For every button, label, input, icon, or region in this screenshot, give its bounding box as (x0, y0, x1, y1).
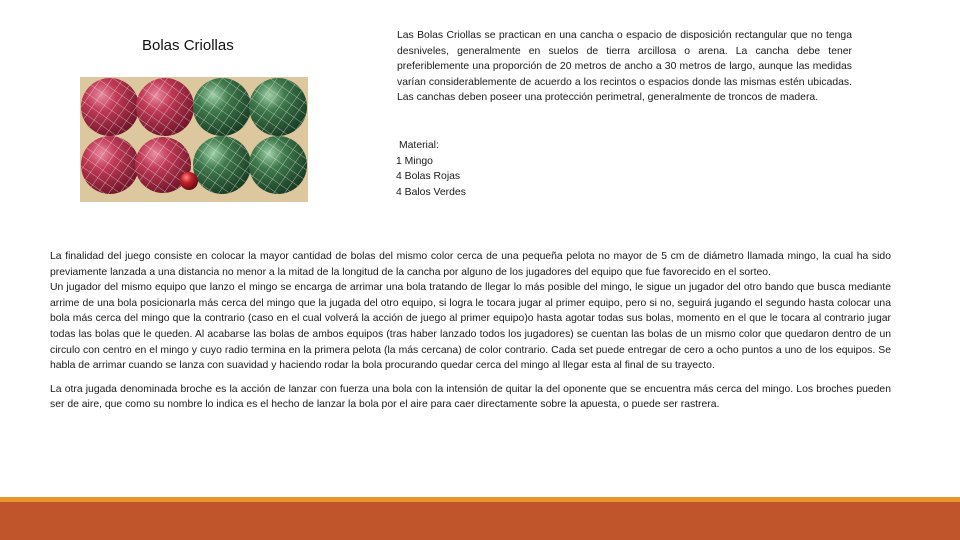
material-item: 4 Bolas Rojas (396, 171, 461, 183)
material-list (396, 138, 466, 200)
green-ball (193, 78, 251, 136)
bolas-criollas-photo (80, 77, 308, 202)
page-title: Bolas Criollas (142, 37, 234, 54)
bocce-balls-image (80, 77, 308, 202)
intro-paragraph: Las Bolas Criollas se practican en una cancha o espacio de disposición rectangular que no tenga desniveles, generalmente en suelos de tierra arcillosa o arena. La cancha debe tener preferiblemente una proporción de 20 metros de ancho a 30 metros de largo, aunque las medidas varían considerablemente de acuerdo a los recintos o espacios donde las mismas estén ubicadas. Las canchas deben poseer una protección perimetral, generalmente de troncos de madera. (397, 30, 852, 104)
paragraph-broche: La otra jugada denominada broche es la acción de lanzar con fuerza una bola con la intensión de quitar la del oponente que se encuentra más cerca del mingo. Los broches pueden ser de aire, que como su nombre lo indica es el hecho de lanzar la bola por el aire para caer directamente sobre la apuesta, o puede ser rastrera. (50, 383, 891, 411)
material-item: 1 Mingo (396, 155, 433, 167)
body-text (50, 249, 891, 413)
mingo-ball (180, 172, 198, 190)
green-ball (249, 136, 307, 194)
paragraph-finalidad: La finalidad del juego consiste en colocar la mayor cantidad de bolas del mismo color cerca de una pequeña pelota no mayor de 5 cm de diámetro llamada mingo, la cual ha sido previamente lanzada a una distancia no menor a la mitad de la longitud de la cancha por alguno de los jugadores del equipo que fue favorecido en el sorteo. (50, 251, 891, 278)
red-ball (81, 78, 139, 136)
footer-band (0, 502, 960, 540)
material-item: 4 Balos Verdes (396, 186, 466, 198)
red-ball (81, 136, 139, 194)
red-ball (136, 78, 194, 136)
green-ball (249, 78, 307, 136)
material-heading: Material: (399, 140, 439, 151)
paragraph-jugador: Un jugador del mismo equipo que lanzo el mingo se encarga de arrimar una bola tratando de llegar lo más posible del mingo, le sigue un jugador del otro bando que busca mediante arrime de una bola posicionarla más cerca del mingo que la jugada del otro equipo, si logra le tocara jugar al primer equipo, pero si no, seguirá jugando el segundo hasta colocar una bola más cerca del mingo que la contrario (caso en el cual volverá la acción de juego al primer equipo)o hasta agotar todas sus bolas, momento en el que le tocara al contrario jugar todas las bolas que le queden. Al acabarse las bolas de ambos equipos (tras haber lanzado todos los jugadores) se cuentan las bolas de un mismo color que quedaron dentro de un circulo con centro en el mingo y cuyo radio termina en la primera pelota (la más cercana) de color contrario. Cada set puede entregar de cero a ocho puntos a uno de los equipos. Se habla de arrimar cuando se lanza con suavidad y haciendo rodar la bola procurando quedar cerca del mingo al llegar esta al final de su trayecto. (50, 282, 891, 372)
green-ball (193, 136, 251, 194)
